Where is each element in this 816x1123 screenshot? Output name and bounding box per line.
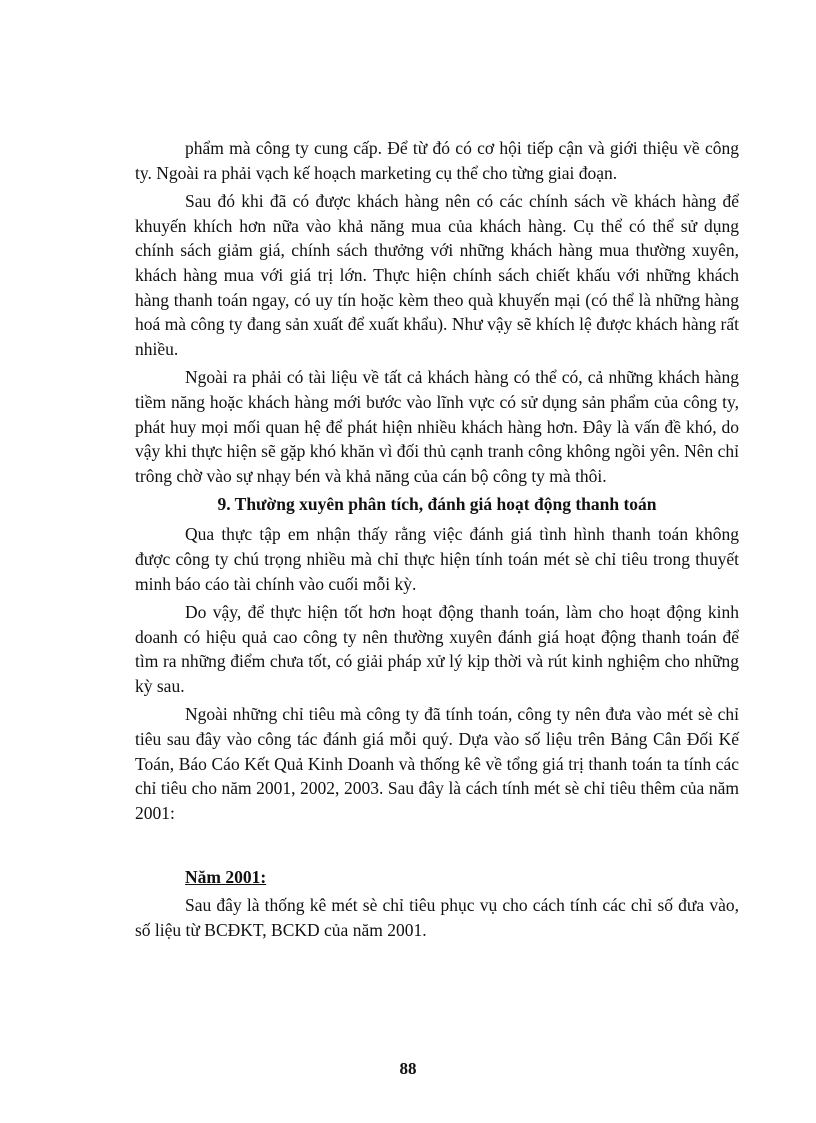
paragraph-2: Sau đó khi đã có được khách hàng nên có các chính sách về khách hàng để khuyến khích hơn nữa vào khả năng mua của khách hàng. Cụ thể có thể sử dụng chính sách giảm giá, chính sách thưởng với những khách hàng mua thường xuyên, khách hàng mua với giá trị lớn. Thực hiện chính sách chiết khấu với những khách hàng thanh toán ngay, có uy tín hoặc kèm theo quà khuyến mại (có thể là những hàng hoá mà công ty đang sản xuất để xuất khẩu). Như vậy sẽ khích lệ được khách hàng rất nhiều. <box>135 191 739 359</box>
year-subheading: Năm 2001: <box>185 867 267 888</box>
paragraph-4: Qua thực tập em nhận thấy rằng việc đánh giá tình hình thanh toán không được công ty chú trọng nhiều mà chỉ thực hiện tính toán mét sè chỉ tiêu trong thuyết minh báo cáo tài chính vào cuối mỗi kỳ. <box>135 524 739 594</box>
section-heading: 9. Thường xuyên phân tích, đánh giá hoạt động thanh toán <box>217 494 657 515</box>
paragraph-7: Sau đây là thống kê mét sè chỉ tiêu phục vụ cho cách tính các chỉ số đưa vào, số liệu từ BCĐKT, BCKD của năm 2001. <box>135 895 739 941</box>
page-number: 88 <box>399 1059 417 1078</box>
paragraph-3: Ngoài ra phải có tài liệu về tất cả khách hàng có thể có, cả những khách hàng tiềm năng hoặc khách hàng mới bước vào lĩnh vực có sử dụng sản phẩm của công ty, phát huy mọi mối quan hệ để phát hiện nhiều khách hàng hơn. Đây là vấn đề khó, do vậy khi thực hiện sẽ gặp khó khăn vì đối thủ cạnh tranh công không ngồi yên. Nên chỉ trông chờ vào sự nhạy bén và khả năng của cán bộ công ty mà thôi. <box>135 367 739 486</box>
paragraph-1: phẩm mà công ty cung cấp. Để từ đó có cơ hội tiếp cận và giới thiệu về công ty. Ngoài ra phải vạch kế hoạch marketing cụ thể cho từng giai đoạn. <box>135 138 739 183</box>
paragraph-5: Do vậy, để thực hiện tốt hơn hoạt động thanh toán, làm cho hoạt động kinh doanh có hiệu quả cao công ty nên thường xuyên đánh giá hoạt động thanh toán để tìm ra những điểm chưa tốt, có giải pháp xử lý kịp thời và rút kinh nghiệm cho những kỳ sau. <box>135 602 739 696</box>
document-body <box>135 136 739 947</box>
paragraph-6: Ngoài những chỉ tiêu mà công ty đã tính toán, công ty nên đưa vào mét sè chỉ tiêu sau đây vào công tác đánh giá mỗi quý. Dựa vào số liệu trên Bảng Cân Đối Kế Toán, Báo Cáo Kết Quả Kinh Doanh và thống kê về tổng giá trị thanh toán ta tính các chỉ tiêu cho năm 2001, 2002, 2003. Sau đây là cách tính mét sè chỉ tiêu thêm của năm 2001: <box>135 704 739 823</box>
